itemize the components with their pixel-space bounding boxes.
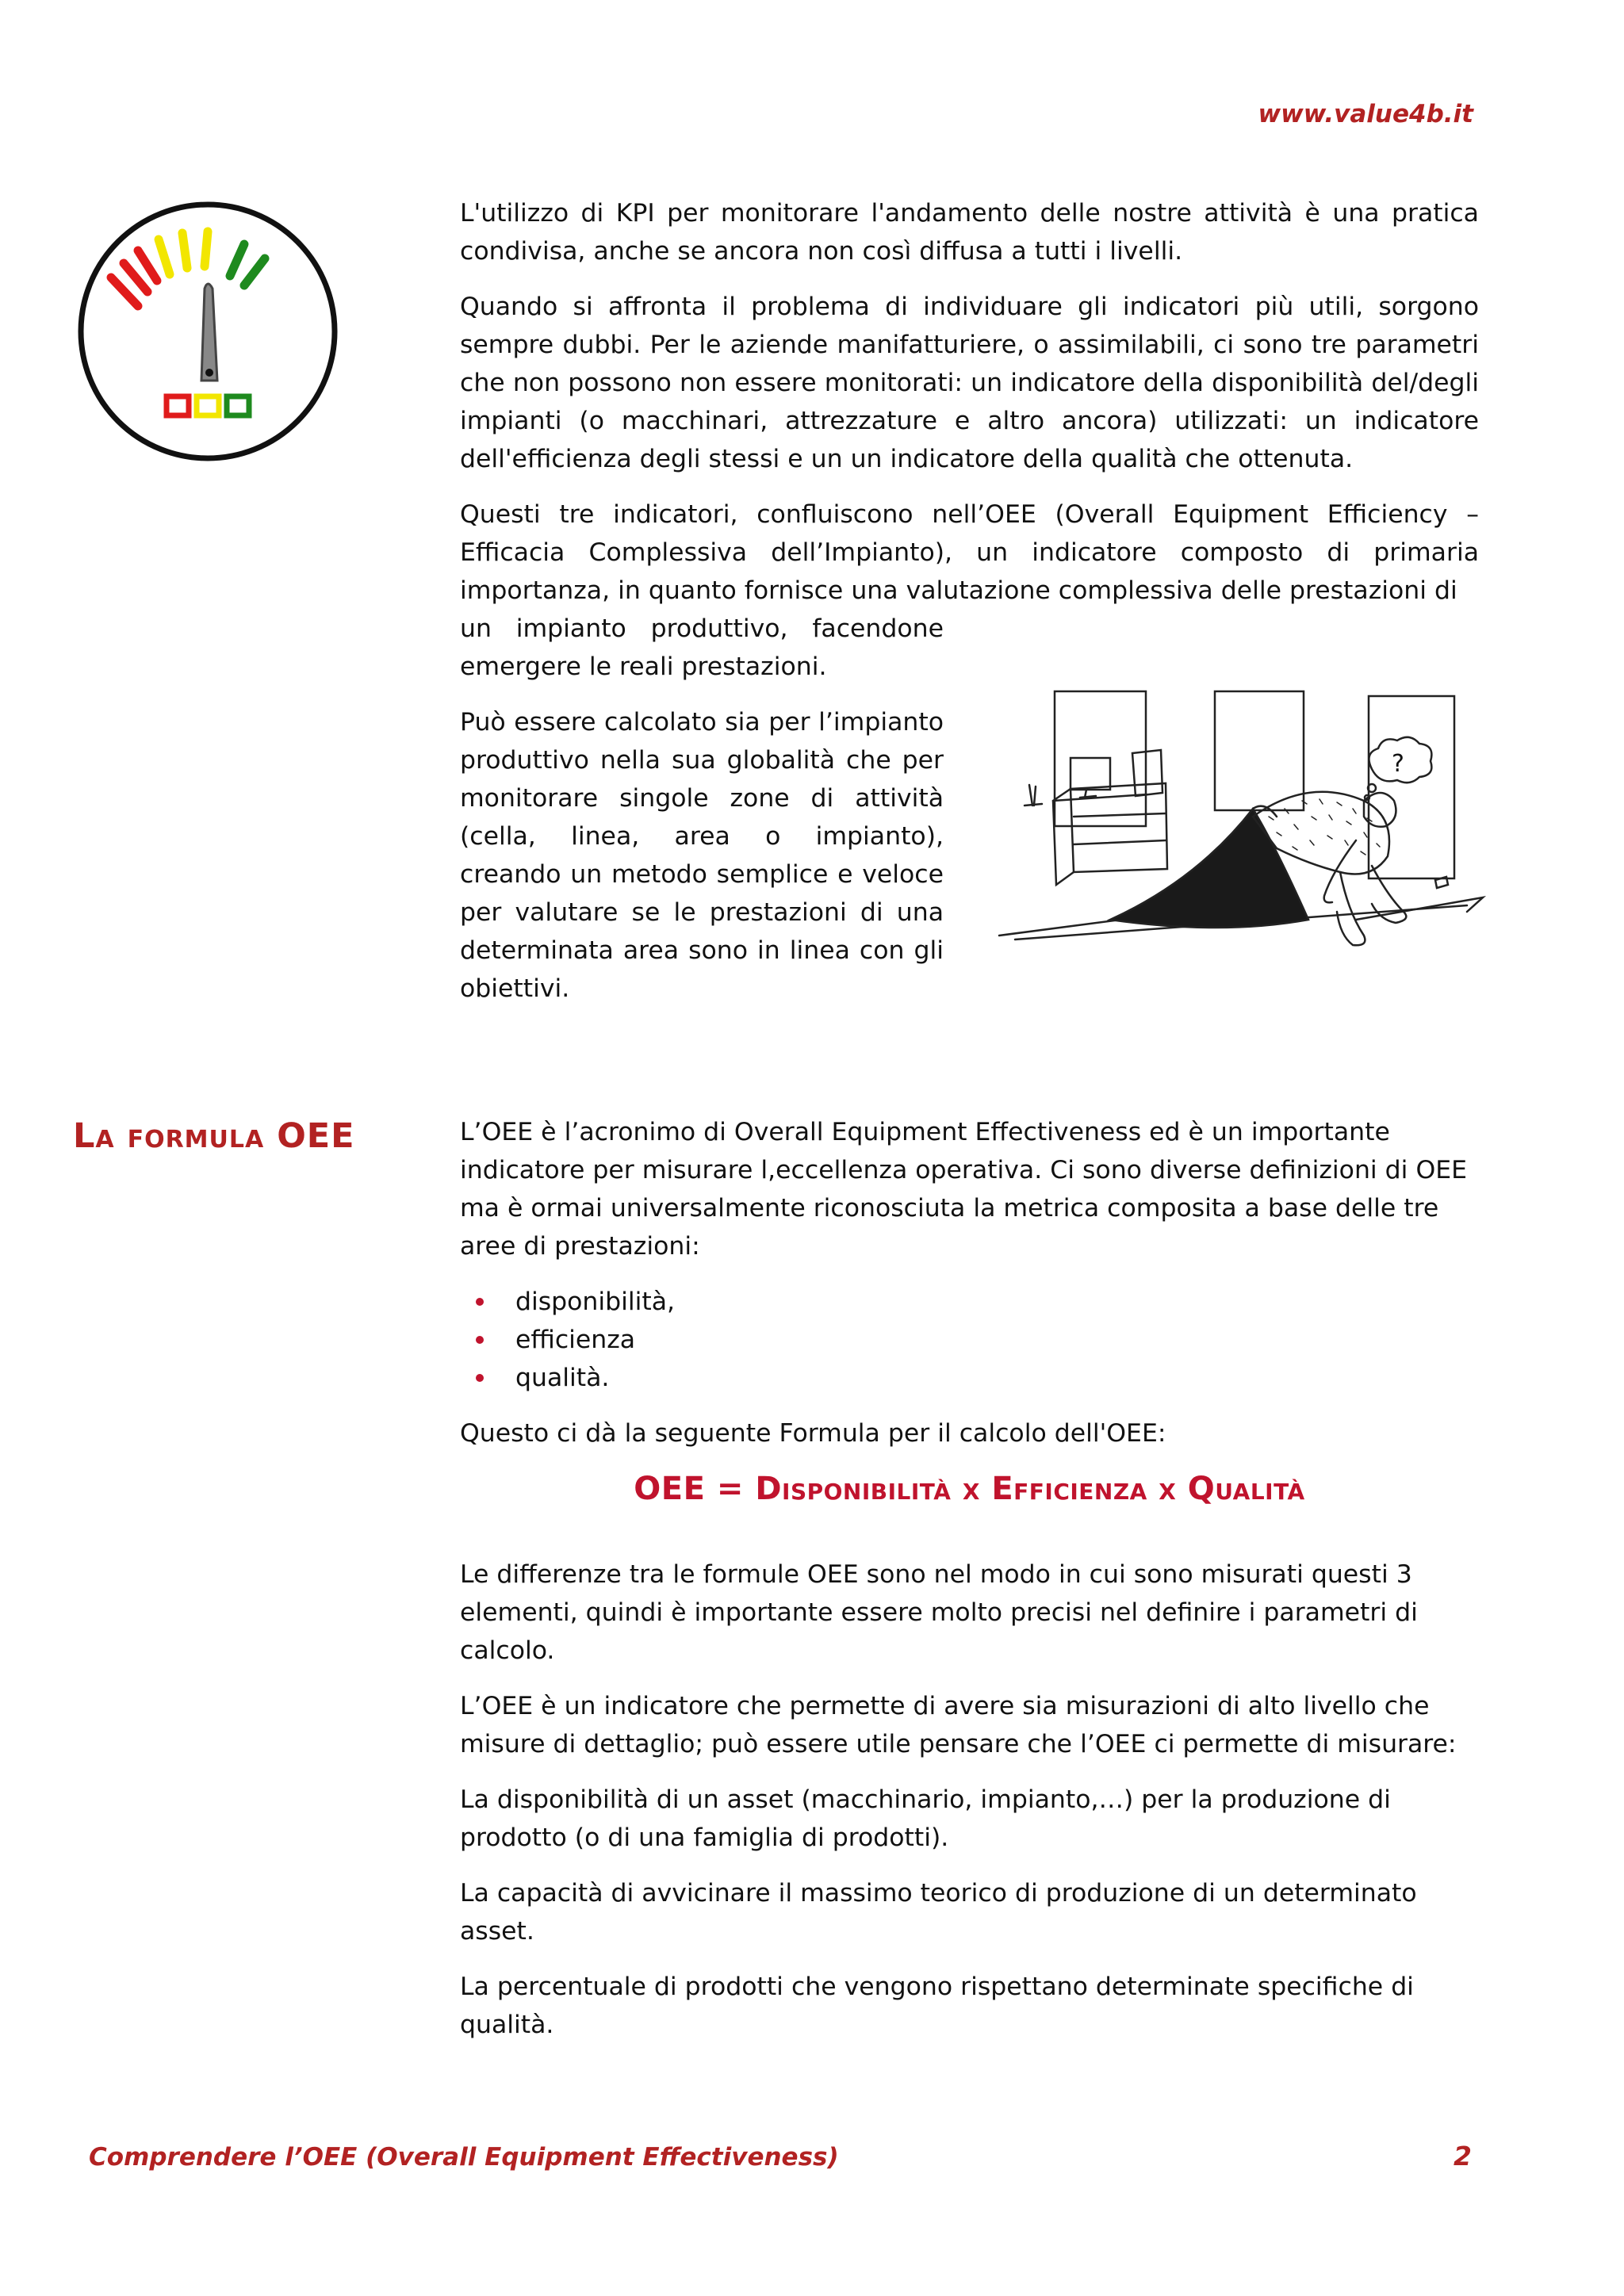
section-paragraph-1: L’OEE è l’acronimo di Overall Equipment Effectiveness ed è un importante indicatore per misurare l,eccellenza operativa. Ci sono diverse definizioni di OEE ma è ormai universalmente riconosciuta la metrica composita a base delle tre aree di prestazioni: bbox=[460, 1118, 1468, 1261]
gauge-icon bbox=[75, 198, 341, 465]
intro-paragraph-3: Questi tre indicatori, confluiscono nell’OEE (Overall Equipment Efficiency – Efficacia Complessiva dell’Impianto), un indicatore composto di primaria importanza, in quanto fornisce una valutazione complessiva delle prestazioni di bbox=[460, 500, 1479, 605]
performance-areas-list bbox=[460, 1283, 1479, 1397]
list-item: efficienza bbox=[515, 1321, 1479, 1359]
section-paragraph-6: La capacità di avvicinare il massimo teorico di produzione di un determinato asset. bbox=[460, 1879, 1417, 1946]
formula-section bbox=[460, 1113, 1479, 2061]
section-paragraph-3: Le differenze tra le formule OEE sono nel modo in cui sono misurati questi 3 elementi, quindi è importante essere molto precisi nel definire i parametri di calcolo. bbox=[460, 1560, 1418, 1665]
header-url[interactable]: www.value4b.it bbox=[1258, 100, 1473, 128]
section-paragraph-7: La percentuale di prodotti che vengono rispettano determinate specifiche di qualità. bbox=[460, 1973, 1414, 2039]
footer-title: Comprendere l’OEE (Overall Equipment Effectiveness) bbox=[89, 2143, 839, 2172]
list-item: disponibilità, bbox=[515, 1283, 1479, 1321]
intro-paragraph-3-continued: un impianto produttivo, facendone emergere le reali prestazioni. bbox=[460, 614, 944, 681]
list-item: qualità. bbox=[515, 1359, 1479, 1397]
section-paragraph-5: La disponibilità di un asset (macchinario, impianto,…) per la produzione di prodotto (o di una famiglia di prodotti). bbox=[460, 1785, 1391, 1852]
section-title: La formula OEE bbox=[73, 1116, 355, 1156]
intro-paragraph-4: Può essere calcolato sia per l’impianto produttivo nella sua globalità che per monitorare singole zone di attività (cella, linea, area o impianto), creando un metodo semplice e veloce per valutare se le prestazioni di una determinata area sono in linea con gli obiettivi. bbox=[460, 708, 944, 1003]
person-looking-under-carpet-illustration bbox=[991, 682, 1491, 999]
svg-text:?: ? bbox=[1392, 750, 1404, 778]
oee-formula: OEE = Disponibilità x Efficienza x Qualità bbox=[634, 1471, 1305, 1507]
page-number: 2 bbox=[1454, 2141, 1472, 2172]
section-paragraph-4: L’OEE è un indicatore che permette di avere sia misurazioni di alto livello che misure di dettaglio; può essere utile pensare che l’OEE ci permette di misurare: bbox=[460, 1692, 1457, 1758]
intro-paragraph-1: L'utilizzo di KPI per monitorare l'andamento delle nostre attività è una pratica condivisa, anche se ancora non così diffusa a tutti i livelli. bbox=[460, 199, 1479, 266]
section-paragraph-2: Questo ci dà la seguente Formula per il calcolo dell'OEE: bbox=[460, 1419, 1166, 1448]
intro-paragraph-2: Quando si affronta il problema di individuare gli indicatori più utili, sorgono sempre dubbi. Per le aziende manifatturiere, o assimilabili, ci sono tre parametri che non possono non essere monitorati: un indicatore della disponibilità del/degli impianti (o macchinari, attrezzature e altro ancora) utilizzati: un indicatore dell'efficienza degli stessi e un un indicatore della qualità che ottenuta. bbox=[460, 293, 1479, 473]
